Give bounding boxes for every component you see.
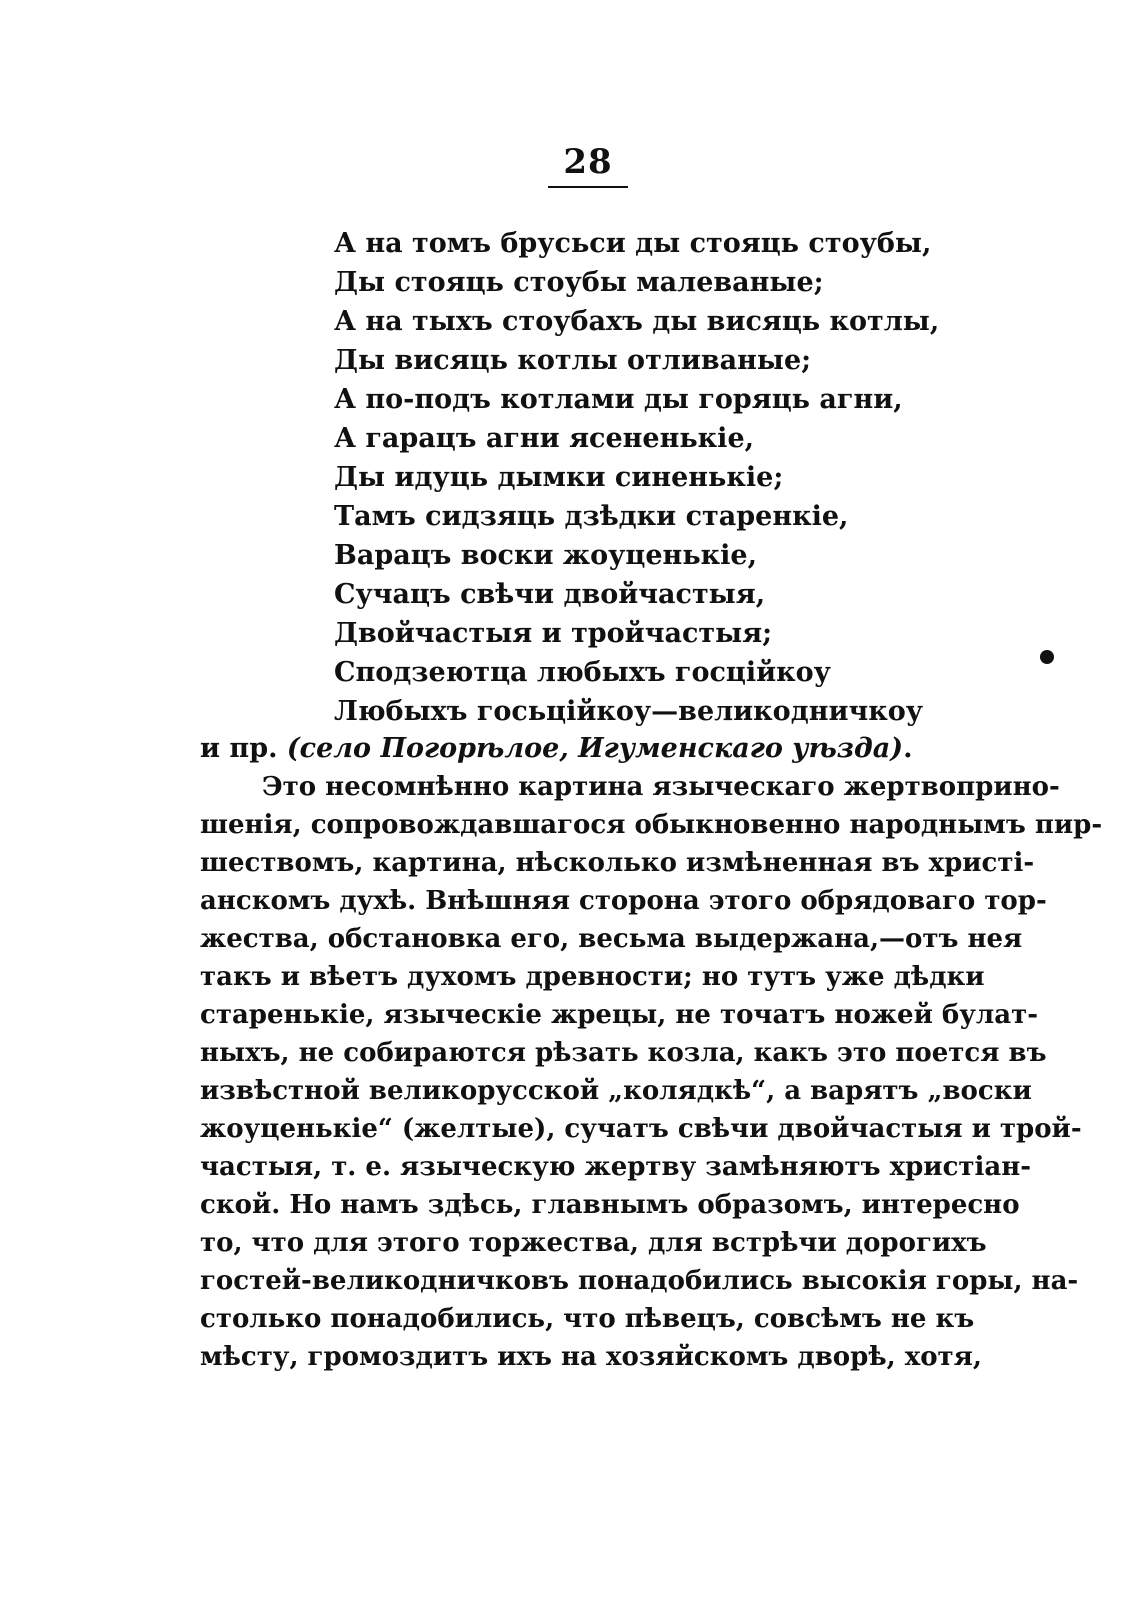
prose-line: жества, обстановка его, весьма выдержана,—отъ нея xyxy=(200,924,1023,954)
prose-line: столько понадобились, что пѣвецъ, совсѣмъ не къ xyxy=(200,1304,975,1334)
source-prefix: и пр. xyxy=(200,733,287,764)
prose-line: то, что для этого торжества, для встрѣчи дорогихъ xyxy=(200,1228,987,1258)
page-number-underline xyxy=(548,186,628,188)
page-number: 28 xyxy=(563,142,613,182)
source-suffix: . xyxy=(903,733,913,764)
verse-line: Сучацъ свѣчи двойчастыя, xyxy=(334,579,766,610)
verse-line: Любыхъ госьційкоу—великодничкоу xyxy=(334,696,924,727)
prose-line: Это несомнѣнно картина языческаго жертвоприно- xyxy=(262,772,1060,802)
prose-line: гостей-великодничковъ понадобились высокія горы, на- xyxy=(200,1266,1079,1296)
verse-line: Ды висяць котлы отливаные; xyxy=(334,345,812,376)
verse-line: Ды идуць дымки синенькіе; xyxy=(334,462,784,493)
verse-line: Сподзеютца любыхъ госційкоу xyxy=(334,657,831,688)
verse-source-line xyxy=(200,729,912,768)
margin-ink-dot xyxy=(1040,650,1054,664)
prose-line: старенькіе, языческіе жрецы, не точатъ ножей булат- xyxy=(200,1000,1038,1030)
prose-line: анскомъ духѣ. Внѣшняя сторона этого обрядоваго тор- xyxy=(200,886,1047,916)
prose-line: ныхъ, не собираются рѣзать козла, какъ это поется въ xyxy=(200,1038,1047,1068)
verse-line: Тамъ сидзяць дзѣдки старенкіе, xyxy=(334,501,849,532)
prose-line: шествомъ, картина, нѣсколько измѣненная въ христі- xyxy=(200,848,1035,878)
verse-line: Ды стояць стоубы малеваные; xyxy=(334,267,824,298)
verse-line: Варацъ воски жоуценькіе, xyxy=(334,540,757,571)
prose-line: ской. Но намъ здѣсь, главнымъ образомъ, интересно xyxy=(200,1190,1020,1220)
prose-line: мѣсту, громоздитъ ихъ на хозяйскомъ дворѣ, хотя, xyxy=(200,1342,982,1372)
prose-paragraph xyxy=(200,768,1103,1376)
prose-line: частыя, т. е. языческую жертву замѣняютъ христіан- xyxy=(200,1152,1032,1182)
prose-line: такъ и вѣетъ духомъ древности; но тутъ уже дѣдки xyxy=(200,962,985,992)
verse-block xyxy=(334,224,974,731)
verse-line: А по-подъ котлами ды горяць агни, xyxy=(334,384,903,415)
source-citation: (село Погорѣлое, Игуменскаго уѣзда) xyxy=(286,733,904,764)
verse-line: А гарацъ агни ясененькіе, xyxy=(334,423,755,454)
prose-line: жоуценькіе“ (желтые), сучатъ свѣчи двойчастыя и трой- xyxy=(200,1114,1082,1144)
verse-line: А на томъ брусьси ды стояць стоубы, xyxy=(334,228,932,259)
verse-line: Двойчастыя и тройчастыя; xyxy=(334,618,773,649)
verse-line: А на тыхъ стоубахъ ды висяць котлы, xyxy=(334,306,940,337)
prose-line: шенія, сопровождавшагося обыкновенно народнымъ пир- xyxy=(200,810,1103,840)
prose-line: извѣстной великорусской „колядкѣ“, а варятъ „воски xyxy=(200,1076,1032,1106)
